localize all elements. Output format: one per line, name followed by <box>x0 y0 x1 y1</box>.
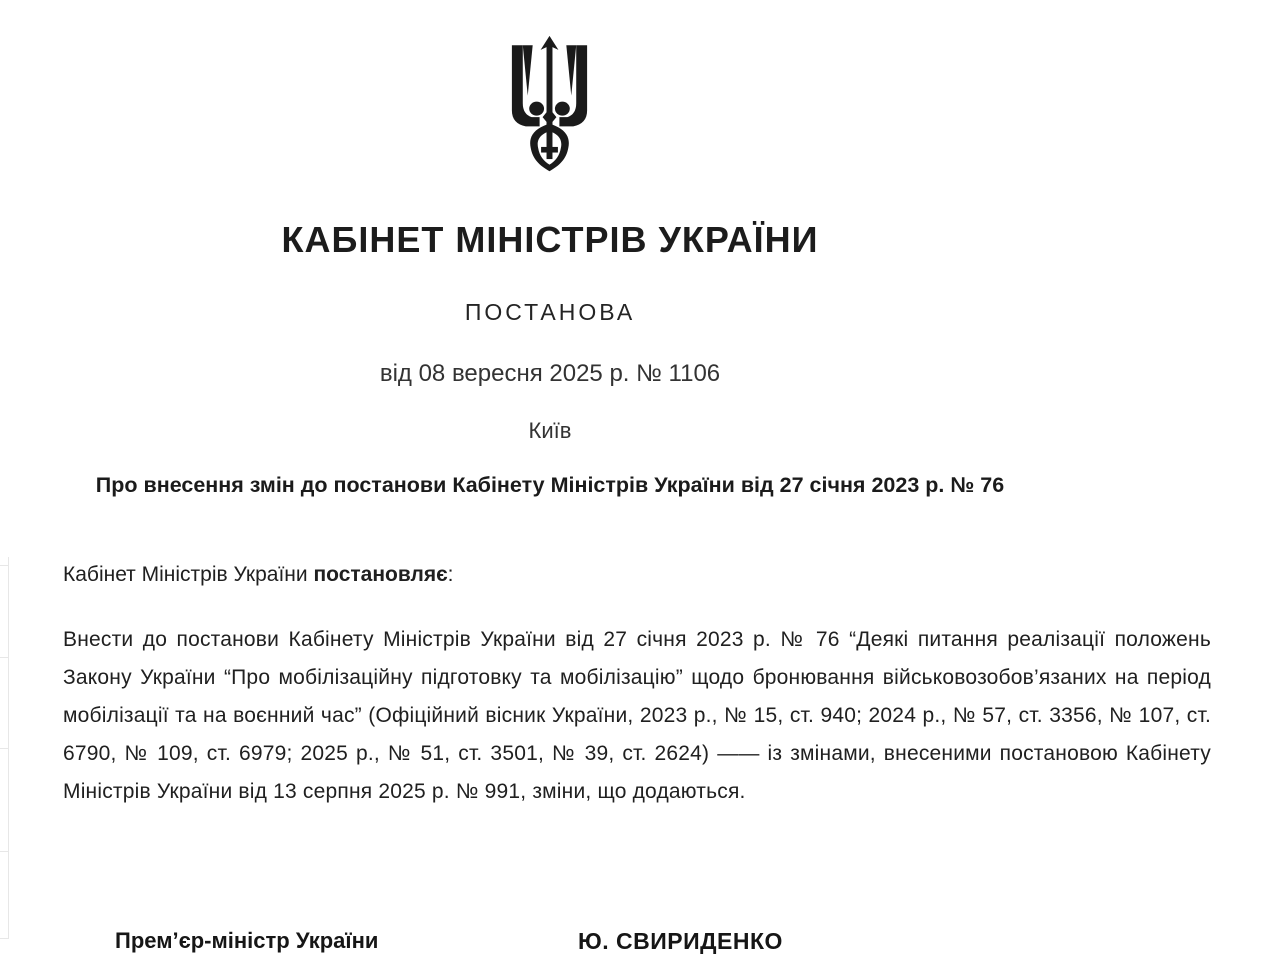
ukraine-trident-emblem-icon <box>502 34 597 174</box>
document-body <box>63 561 1211 811</box>
signature-row <box>0 928 1280 968</box>
doc-type-label: ПОСТАНОВА <box>464 299 636 325</box>
resolution-intro-line <box>63 561 1211 589</box>
page-edge-horizontal-line <box>0 565 9 566</box>
page-edge-horizontal-line <box>0 851 9 852</box>
intro-suffix: : <box>447 563 454 586</box>
signature-name: Ю. СВИРИДЕНКО <box>578 928 783 954</box>
doc-date-line: від 08 вересня 2025 р. № 1106 <box>379 360 721 387</box>
signature-position-title: Прем’єр-міністр України <box>115 928 379 953</box>
doc-title: Про внесення змін до постанови Кабінету Міністрів України від 27 січня 2023 р. № 76 <box>95 473 1005 497</box>
org-name: КАБІНЕТ МІНІСТРІВ УКРАЇНИ <box>281 219 819 260</box>
intro-prefix: Кабінет Міністрів України <box>63 563 314 586</box>
document-header <box>0 0 1100 520</box>
page-edge-horizontal-line <box>0 657 9 658</box>
resolution-paragraph: Внести до постанови Кабінету Міністрів України від 27 січня 2023 р. № 76 “Деякі питання реалізації положень Закону України “Про мобілізаційну підготовку та мобілізацію” щодо бронювання військовозобов’язаних на період мобілізації та на воєнний час” (Офіційний вісник України, 2023 р., № 15, ст. 940; 2024 р., № 57, ст. 3356, № 107, ст. 6790, № 109, ст. 6979; 2025 р., № 51, ст. 3501, № 39, ст. 2624) —— із змінами, внесеними постановою Кабінету Міністрів України від 13 серпня 2025 р. № 991, зміни, що додаються. <box>63 628 1211 803</box>
doc-city: Київ <box>528 418 572 443</box>
intro-bold-word: постановляє <box>313 563 448 586</box>
page-edge-horizontal-line <box>0 748 9 749</box>
